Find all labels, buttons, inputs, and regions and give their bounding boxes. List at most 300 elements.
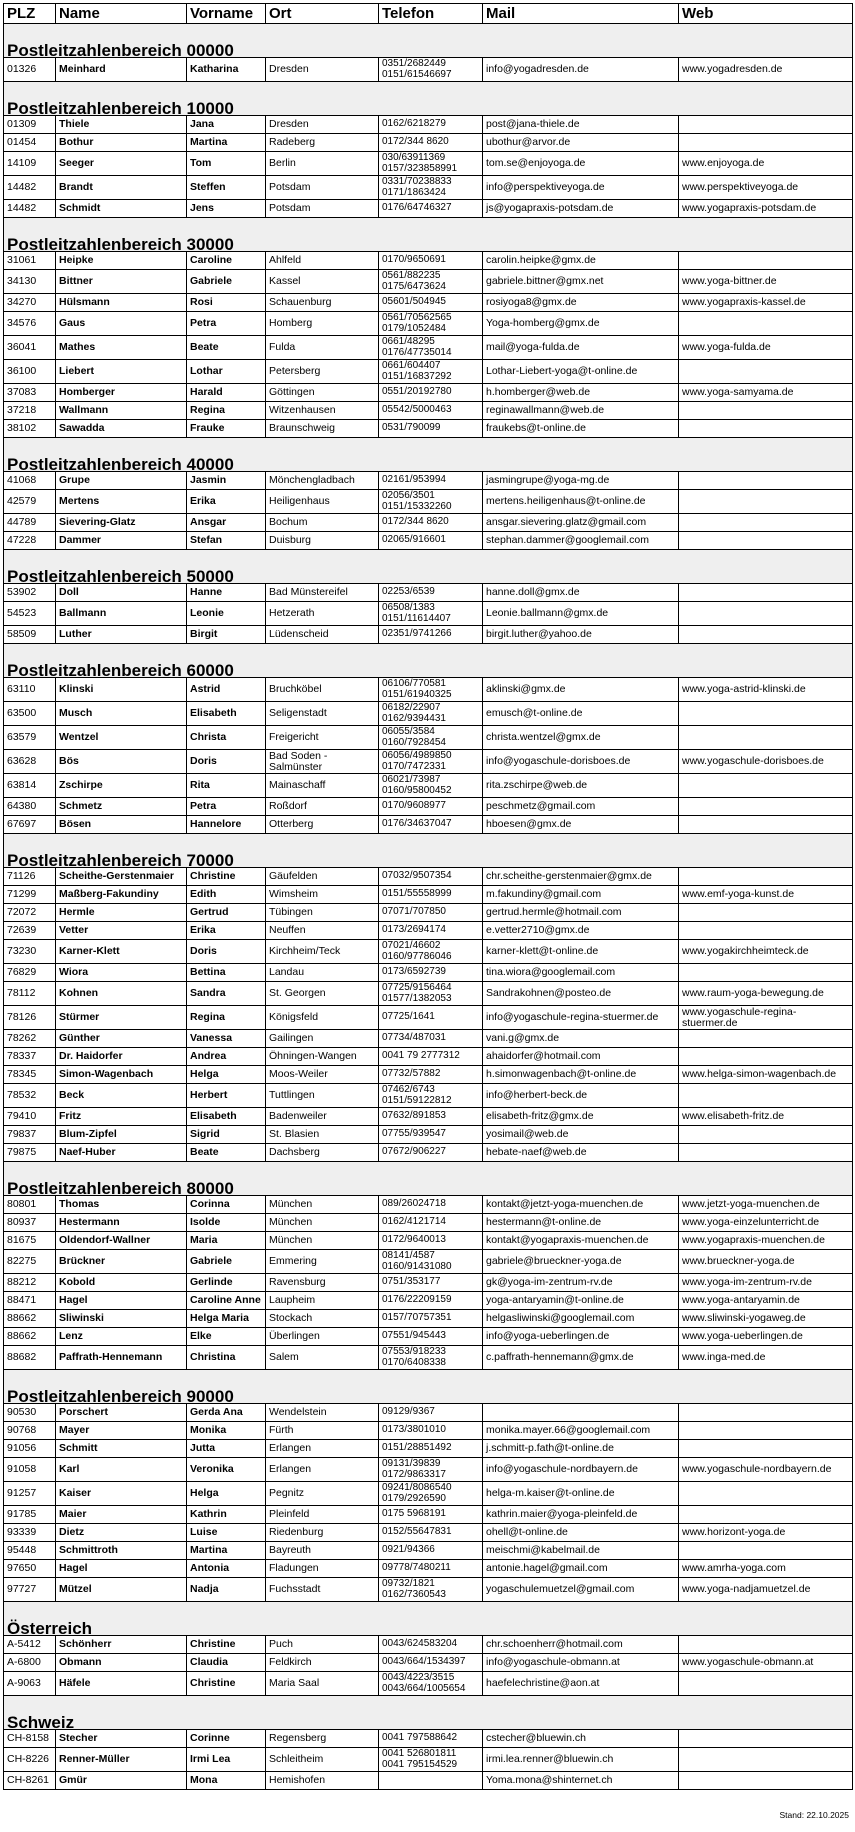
cell-vorname: Kathrin (187, 1506, 266, 1524)
cell-web[interactable]: www.yogaschule-regina- stuermer.de (679, 1006, 853, 1030)
cell-web[interactable]: www.yogapraxis-kassel.de (679, 294, 853, 312)
cell-mail[interactable]: m.fakundiny@gmail.com (483, 886, 679, 904)
cell-vorname: Stefan (187, 532, 266, 550)
cell-mail[interactable]: antonie.hagel@gmail.com (483, 1560, 679, 1578)
cell-web (679, 420, 853, 438)
cell-name: Thiele (56, 116, 187, 134)
cell-web[interactable]: www.yoga-ueberlingen.de (679, 1328, 853, 1346)
cell-vorname: Jens (187, 200, 266, 218)
cell-web[interactable]: www.yoga-nadjamuetzel.de (679, 1578, 853, 1602)
cell-ort: Tübingen (266, 904, 379, 922)
cell-web[interactable]: www.perspektiveyoga.de (679, 176, 853, 200)
cell-ort: Dresden (266, 58, 379, 82)
cell-mail[interactable]: karner-klett@t-online.de (483, 940, 679, 964)
cell-name: Seeger (56, 152, 187, 176)
cell-mail[interactable]: carolin.heipke@gmx.de (483, 252, 679, 270)
cell-mail[interactable]: info@yogaschule-obmann.at (483, 1654, 679, 1672)
cell-plz: 78532 (4, 1084, 56, 1108)
cell-web (679, 1440, 853, 1458)
cell-plz: 71126 (4, 868, 56, 886)
cell-web[interactable]: www.yoga-fulda.de (679, 336, 853, 360)
cell-name: Mertens (56, 490, 187, 514)
cell-web[interactable]: www.enjoyoga.de (679, 152, 853, 176)
cell-mail[interactable]: Yoma.mona@shinternet.ch (483, 1772, 679, 1790)
cell-mail[interactable]: hebate-naef@web.de (483, 1144, 679, 1162)
cell-mail[interactable]: rita.zschirpe@web.de (483, 774, 679, 798)
cell-web[interactable]: www.yoga-im-zentrum-rv.de (679, 1274, 853, 1292)
cell-mail[interactable]: monika.mayer.66@googlemail.com (483, 1422, 679, 1440)
cell-vorname: Monika (187, 1422, 266, 1440)
cell-mail[interactable]: gabriele.bittner@gmx.net (483, 270, 679, 294)
cell-mail[interactable]: chr.scheithe-gerstenmaier@gmx.de (483, 868, 679, 886)
cell-mail[interactable]: helgasliwinski@googlemail.com (483, 1310, 679, 1328)
cell-web[interactable]: www.brueckner-yoga.de (679, 1250, 853, 1274)
cell-mail[interactable]: gertrud.hermle@hotmail.com (483, 904, 679, 922)
cell-telefon: 0331/70238833 0171/1863424 (379, 176, 483, 200)
cell-mail[interactable]: h.simonwagenbach@t-online.de (483, 1066, 679, 1084)
table-row (4, 1292, 853, 1310)
table-row (4, 402, 853, 420)
cell-ort: Pleinfeld (266, 1506, 379, 1524)
cell-name: Maßberg-Fakundiny (56, 886, 187, 904)
section-title: Postleitzahlenbereich 00000 (4, 24, 853, 58)
cell-plz: 90530 (4, 1404, 56, 1422)
cell-ort: Bayreuth (266, 1542, 379, 1560)
cell-plz: 63628 (4, 750, 56, 774)
table-row (4, 868, 853, 886)
cell-web[interactable]: www.sliwinski-yogaweg.de (679, 1310, 853, 1328)
cell-name: Günther (56, 1030, 187, 1048)
cell-telefon: 0921/94366 (379, 1542, 483, 1560)
cell-mail[interactable]: yosimail@web.de (483, 1126, 679, 1144)
table-row (4, 774, 853, 798)
cell-plz: 91257 (4, 1482, 56, 1506)
cell-ort: Potsdam (266, 200, 379, 218)
cell-name: Bittner (56, 270, 187, 294)
table-row (4, 200, 853, 218)
cell-name: Ballmann (56, 602, 187, 626)
cell-ort: Puch (266, 1636, 379, 1654)
cell-mail[interactable]: yogaschulemuetzel@gmail.com (483, 1578, 679, 1602)
cell-ort: Schauenburg (266, 294, 379, 312)
cell-telefon: 09131/39839 0172/9863317 (379, 1458, 483, 1482)
section-title: Österreich (4, 1602, 853, 1636)
cell-web[interactable]: www.yogadresden.de (679, 58, 853, 82)
table-row (4, 940, 853, 964)
cell-mail[interactable]: info@yogaschule-regina-stuermer.de (483, 1006, 679, 1030)
cell-vorname: Gerda Ana (187, 1404, 266, 1422)
cell-mail[interactable]: Yoga-homberg@gmx.de (483, 312, 679, 336)
cell-mail[interactable]: e.vetter2710@gmx.de (483, 922, 679, 940)
cell-vorname: Katharina (187, 58, 266, 82)
table-row (4, 750, 853, 774)
cell-ort: Erlangen (266, 1440, 379, 1458)
cell-telefon: 0176/22209159 (379, 1292, 483, 1310)
table-row (4, 1748, 853, 1772)
cell-ort: Bochum (266, 514, 379, 532)
table-row (4, 1126, 853, 1144)
cell-plz: 76829 (4, 964, 56, 982)
cell-vorname: Sigrid (187, 1126, 266, 1144)
cell-vorname: Corinne (187, 1730, 266, 1748)
cell-web (679, 922, 853, 940)
cell-plz: 47228 (4, 532, 56, 550)
cell-ort: Roßdorf (266, 798, 379, 816)
cell-mail[interactable]: elisabeth-fritz@gmx.de (483, 1108, 679, 1126)
cell-web[interactable]: www.amrha-yoga.com (679, 1560, 853, 1578)
cell-vorname: Beate (187, 336, 266, 360)
cell-telefon (379, 1772, 483, 1790)
cell-plz: 97650 (4, 1560, 56, 1578)
stand-date: Stand: 22.10.2025 (779, 1810, 849, 1820)
cell-name: Dammer (56, 532, 187, 550)
cell-name: Naef-Huber (56, 1144, 187, 1162)
cell-mail[interactable]: fraukebs@t-online.de (483, 420, 679, 438)
cell-plz: 34130 (4, 270, 56, 294)
cell-vorname: Lothar (187, 360, 266, 384)
table-row (4, 584, 853, 602)
cell-mail[interactable]: ahaidorfer@hotmail.com (483, 1048, 679, 1066)
cell-name: Kaiser (56, 1482, 187, 1506)
cell-name: Fritz (56, 1108, 187, 1126)
cell-web (679, 584, 853, 602)
cell-web (679, 1048, 853, 1066)
cell-web (679, 726, 853, 750)
cell-ort: Seligenstadt (266, 702, 379, 726)
cell-name: Obmann (56, 1654, 187, 1672)
cell-telefon: 0173/2694174 (379, 922, 483, 940)
cell-mail[interactable]: mail@yoga-fulda.de (483, 336, 679, 360)
cell-web (679, 116, 853, 134)
cell-name: Hagel (56, 1292, 187, 1310)
cell-ort: Landau (266, 964, 379, 982)
cell-mail[interactable]: vani.g@gmx.de (483, 1030, 679, 1048)
cell-name: Häfele (56, 1672, 187, 1696)
cell-mail[interactable]: christa.wentzel@gmx.de (483, 726, 679, 750)
cell-web[interactable]: www.yogapraxis-potsdam.de (679, 200, 853, 218)
cell-mail[interactable]: jasmingrupe@yoga-mg.de (483, 472, 679, 490)
table-row (4, 1578, 853, 1602)
cell-vorname: Birgit (187, 626, 266, 644)
cell-name: Musch (56, 702, 187, 726)
cell-mail[interactable]: haefelechristine@aon.at (483, 1672, 679, 1696)
cell-ort: Salem (266, 1346, 379, 1370)
table-row (4, 1328, 853, 1346)
cell-web (679, 360, 853, 384)
cell-web (679, 702, 853, 726)
cell-mail[interactable]: hanne.doll@gmx.de (483, 584, 679, 602)
cell-telefon: 0172/344 8620 (379, 514, 483, 532)
cell-web[interactable]: www.yoga-bittner.de (679, 270, 853, 294)
cell-mail[interactable]: gk@yoga-im-zentrum-rv.de (483, 1274, 679, 1292)
cell-name: Schmitt (56, 1440, 187, 1458)
cell-telefon: 06056/4989850 0170/7472331 (379, 750, 483, 774)
cell-telefon: 06106/770581 0151/61940325 (379, 678, 483, 702)
table-row (4, 1654, 853, 1672)
cell-vorname: Christa (187, 726, 266, 750)
cell-ort: Potsdam (266, 176, 379, 200)
table-row (4, 1250, 853, 1274)
cell-name: Maier (56, 1506, 187, 1524)
cell-name: Simon-Wagenbach (56, 1066, 187, 1084)
cell-mail[interactable]: reginawallmann@web.de (483, 402, 679, 420)
cell-telefon: 02351/9741266 (379, 626, 483, 644)
cell-plz: 34270 (4, 294, 56, 312)
cell-telefon: 0043/4223/3515 0043/664/1005654 (379, 1672, 483, 1696)
table-row (4, 312, 853, 336)
cell-plz: 53902 (4, 584, 56, 602)
cell-telefon: 0152/55647831 (379, 1524, 483, 1542)
cell-vorname: Christine (187, 1636, 266, 1654)
cell-vorname: Christine (187, 1672, 266, 1696)
cell-telefon: 0176/34637047 (379, 816, 483, 834)
cell-mail[interactable]: kontakt@jetzt-yoga-muenchen.de (483, 1196, 679, 1214)
cell-telefon: 0561/882235 0175/6473624 (379, 270, 483, 294)
table-row (4, 252, 853, 270)
table-row (4, 1458, 853, 1482)
cell-mail[interactable]: Lothar-Liebert-yoga@t-online.de (483, 360, 679, 384)
cell-name: Scheithe-Gerstenmaier (56, 868, 187, 886)
cell-web (679, 1422, 853, 1440)
cell-mail[interactable]: info@herbert-beck.de (483, 1084, 679, 1108)
cell-ort: Dachsberg (266, 1144, 379, 1162)
cell-mail[interactable]: aklinski@gmx.de (483, 678, 679, 702)
cell-ort: Otterberg (266, 816, 379, 834)
cell-mail[interactable]: hboesen@gmx.de (483, 816, 679, 834)
cell-plz: 64380 (4, 798, 56, 816)
cell-name: Kohnen (56, 982, 187, 1006)
cell-name: Bös (56, 750, 187, 774)
cell-vorname: Petra (187, 312, 266, 336)
cell-telefon: 06508/1383 0151/11614407 (379, 602, 483, 626)
cell-vorname: Harald (187, 384, 266, 402)
cell-telefon: 07734/487031 (379, 1030, 483, 1048)
table-row (4, 726, 853, 750)
cell-telefon: 06055/3584 0160/7928454 (379, 726, 483, 750)
cell-mail[interactable]: cstecher@bluewin.ch (483, 1730, 679, 1748)
cell-telefon: 0162/6218279 (379, 116, 483, 134)
cell-mail[interactable]: ohell@t-online.de (483, 1524, 679, 1542)
cell-web[interactable]: www.yoga-einzelunterricht.de (679, 1214, 853, 1232)
cell-name: Kobold (56, 1274, 187, 1292)
cell-mail[interactable]: h.homberger@web.de (483, 384, 679, 402)
cell-telefon: 09241/8086540 0179/2926590 (379, 1482, 483, 1506)
cell-web[interactable]: www.yoga-samyama.de (679, 384, 853, 402)
cell-web[interactable]: www.helga-simon-wagenbach.de (679, 1066, 853, 1084)
cell-vorname: Martina (187, 134, 266, 152)
cell-plz: 01326 (4, 58, 56, 82)
cell-plz: 01454 (4, 134, 56, 152)
cell-mail[interactable]: rosiyoga8@gmx.de (483, 294, 679, 312)
cell-plz: 81675 (4, 1232, 56, 1250)
cell-mail[interactable]: c.paffrath-hennemann@gmx.de (483, 1346, 679, 1370)
cell-telefon: 030/63911369 0157/323858991 (379, 152, 483, 176)
cell-telefon: 0172/344 8620 (379, 134, 483, 152)
section-title: Postleitzahlenbereich 90000 (4, 1370, 853, 1404)
cell-ort: Freigericht (266, 726, 379, 750)
cell-web[interactable]: www.elisabeth-fritz.de (679, 1108, 853, 1126)
cell-web (679, 1542, 853, 1560)
cell-mail[interactable]: info@perspektiveyoga.de (483, 176, 679, 200)
cell-mail[interactable]: Leonie.ballmann@gmx.de (483, 602, 679, 626)
cell-telefon: 08141/4587 0160/91431080 (379, 1250, 483, 1274)
cell-ort: Schleitheim (266, 1748, 379, 1772)
table-row (4, 678, 853, 702)
table-row (4, 1440, 853, 1458)
cell-telefon: 0551/20192780 (379, 384, 483, 402)
cell-mail[interactable]: kontakt@yogapraxis-muenchen.de (483, 1232, 679, 1250)
cell-web[interactable]: www.emf-yoga-kunst.de (679, 886, 853, 904)
cell-web (679, 774, 853, 798)
cell-mail[interactable]: tina.wiora@googlemail.com (483, 964, 679, 982)
cell-mail[interactable]: chr.schoenherr@hotmail.com (483, 1636, 679, 1654)
cell-name: Hülsmann (56, 294, 187, 312)
section-title: Postleitzahlenbereich 60000 (4, 644, 853, 678)
cell-ort: Öhningen-Wangen (266, 1048, 379, 1066)
cell-telefon: 07725/9156464 01577/1382053 (379, 982, 483, 1006)
cell-mail[interactable]: js@yogapraxis-potsdam.de (483, 200, 679, 218)
cell-ort: Witzenhausen (266, 402, 379, 420)
cell-telefon: 07755/939547 (379, 1126, 483, 1144)
cell-telefon: 0561/70562565 0179/1052484 (379, 312, 483, 336)
table-row (4, 1482, 853, 1506)
cell-name: Schmidt (56, 200, 187, 218)
cell-plz: 95448 (4, 1542, 56, 1560)
table-row (4, 1636, 853, 1654)
cell-web[interactable]: www.yogaschule-nordbayern.de (679, 1458, 853, 1482)
table-row (4, 1214, 853, 1232)
cell-web[interactable]: www.inga-med.de (679, 1346, 853, 1370)
section-header-row (4, 438, 853, 472)
cell-mail[interactable]: j.schmitt-p.fath@t-online.de (483, 1440, 679, 1458)
table-row (4, 514, 853, 532)
cell-web (679, 1636, 853, 1654)
cell-mail[interactable]: mertens.heiligenhaus@t-online.de (483, 490, 679, 514)
cell-plz: A-9063 (4, 1672, 56, 1696)
cell-mail[interactable]: kathrin.maier@yoga-pleinfeld.de (483, 1506, 679, 1524)
table-row (4, 1422, 853, 1440)
cell-name: Schönherr (56, 1636, 187, 1654)
cell-mail[interactable]: info@yogaschule-nordbayern.de (483, 1458, 679, 1482)
cell-name: Sawadda (56, 420, 187, 438)
table-row (4, 1404, 853, 1422)
cell-telefon: 07553/918233 0170/6408338 (379, 1346, 483, 1370)
cell-mail[interactable]: gabriele@brueckner-yoga.de (483, 1250, 679, 1274)
cell-telefon: 05542/5000463 (379, 402, 483, 420)
cell-telefon: 089/26024718 (379, 1196, 483, 1214)
cell-mail[interactable]: hestermann@t-online.de (483, 1214, 679, 1232)
header-row (4, 4, 853, 24)
cell-ort: Stockach (266, 1310, 379, 1328)
cell-vorname: Nadja (187, 1578, 266, 1602)
cell-name: Hermle (56, 904, 187, 922)
cell-mail[interactable]: meischmi@kabelmail.de (483, 1542, 679, 1560)
cell-mail[interactable]: info@yogaschule-dorisboes.de (483, 750, 679, 774)
cell-web[interactable]: www.yogaschule-dorisboes.de (679, 750, 853, 774)
cell-telefon: 0351/2682449 0151/61546697 (379, 58, 483, 82)
cell-mail[interactable]: yoga-antaryamin@t-online.de (483, 1292, 679, 1310)
cell-ort: Fürth (266, 1422, 379, 1440)
cell-name: Doll (56, 584, 187, 602)
cell-web[interactable]: www.yoga-astrid-klinski.de (679, 678, 853, 702)
cell-mail[interactable]: info@yoga-ueberlingen.de (483, 1328, 679, 1346)
cell-name: Paffrath-Hennemann (56, 1346, 187, 1370)
cell-vorname: Christine (187, 868, 266, 886)
section-header-row (4, 1162, 853, 1196)
table-row (4, 152, 853, 176)
cell-web[interactable]: www.yogaschule-obmann.at (679, 1654, 853, 1672)
cell-mail[interactable]: ansgar.sievering.glatz@gmail.com (483, 514, 679, 532)
cell-name: Beck (56, 1084, 187, 1108)
cell-ort: Duisburg (266, 532, 379, 550)
cell-ort: Neuffen (266, 922, 379, 940)
cell-plz: 14482 (4, 176, 56, 200)
cell-mail[interactable]: Sandrakohnen@posteo.de (483, 982, 679, 1006)
cell-mail[interactable]: tom.se@enjoyoga.de (483, 152, 679, 176)
cell-web[interactable]: www.yogapraxis-muenchen.de (679, 1232, 853, 1250)
cell-web[interactable]: www.yogakirchheimteck.de (679, 940, 853, 964)
cell-telefon: 0173/6592739 (379, 964, 483, 982)
cell-vorname: Jana (187, 116, 266, 134)
table-row (4, 626, 853, 644)
cell-vorname: Beate (187, 1144, 266, 1162)
cell-name: Karl (56, 1458, 187, 1482)
section-header-row (4, 24, 853, 58)
cell-mail[interactable]: emusch@t-online.de (483, 702, 679, 726)
cell-vorname: Frauke (187, 420, 266, 438)
cell-vorname: Steffen (187, 176, 266, 200)
cell-web (679, 1126, 853, 1144)
cell-name: Hestermann (56, 1214, 187, 1232)
cell-mail[interactable]: info@yogadresden.de (483, 58, 679, 82)
cell-name: Porschert (56, 1404, 187, 1422)
cell-vorname: Helga (187, 1482, 266, 1506)
cell-vorname: Erika (187, 922, 266, 940)
cell-vorname: Caroline (187, 252, 266, 270)
header-vorname: Vorname (187, 4, 266, 24)
cell-name: Karner-Klett (56, 940, 187, 964)
cell-vorname: Andrea (187, 1048, 266, 1066)
cell-mail[interactable]: stephan.dammer@googlemail.com (483, 532, 679, 550)
cell-mail[interactable]: helga-m.kaiser@t-online.de (483, 1482, 679, 1506)
cell-web[interactable]: www.yoga-antaryamin.de (679, 1292, 853, 1310)
cell-mail[interactable]: ubothur@arvor.de (483, 134, 679, 152)
cell-telefon: 0151/28851492 (379, 1440, 483, 1458)
cell-vorname: Caroline Anne (187, 1292, 266, 1310)
cell-ort: Feldkirch (266, 1654, 379, 1672)
cell-web[interactable]: www.raum-yoga-bewegung.de (679, 982, 853, 1006)
cell-name: Schmittroth (56, 1542, 187, 1560)
cell-ort: Bruchköbel (266, 678, 379, 702)
cell-web[interactable]: www.jetzt-yoga-muenchen.de (679, 1196, 853, 1214)
cell-telefon: 0176/64746327 (379, 200, 483, 218)
cell-plz: 01309 (4, 116, 56, 134)
cell-web[interactable]: www.horizont-yoga.de (679, 1524, 853, 1542)
cell-mail[interactable]: birgit.luther@yahoo.de (483, 626, 679, 644)
cell-mail[interactable]: irmi.lea.renner@bluewin.ch (483, 1748, 679, 1772)
cell-vorname: Hannelore (187, 816, 266, 834)
cell-plz: 97727 (4, 1578, 56, 1602)
cell-telefon: 09129/9367 (379, 1404, 483, 1422)
table-row (4, 602, 853, 626)
cell-mail[interactable]: post@jana-thiele.de (483, 116, 679, 134)
cell-vorname: Corinna (187, 1196, 266, 1214)
cell-mail[interactable]: peschmetz@gmail.com (483, 798, 679, 816)
table-row (4, 1524, 853, 1542)
cell-telefon: 07032/9507354 (379, 868, 483, 886)
cell-plz: 72072 (4, 904, 56, 922)
cell-name: Wentzel (56, 726, 187, 750)
